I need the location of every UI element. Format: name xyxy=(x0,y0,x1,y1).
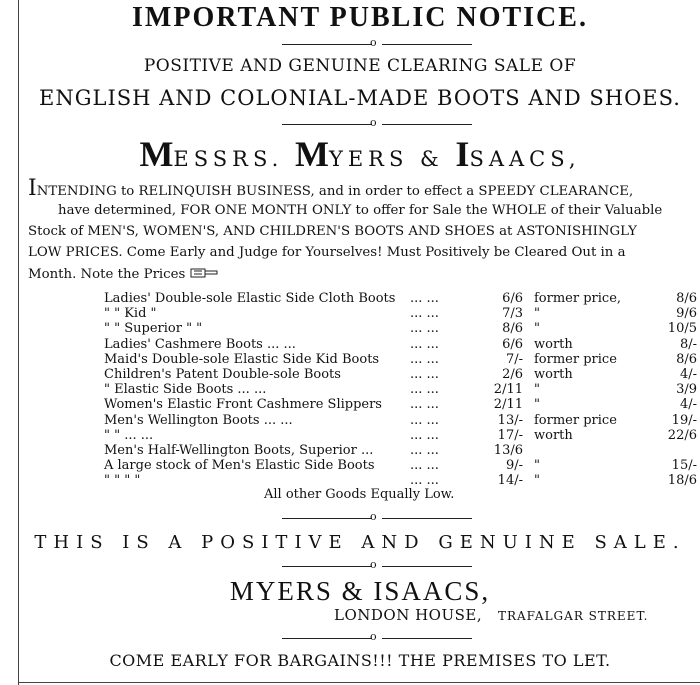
price-row xyxy=(104,352,700,368)
price-row xyxy=(104,382,700,398)
price-dots: ... ... xyxy=(410,321,439,337)
price-label: former price xyxy=(534,412,617,428)
price-label: worth xyxy=(534,427,573,443)
price-now: 6/6 xyxy=(502,336,523,352)
intro-line-5: Month. Note the Prices xyxy=(28,264,696,286)
separator: o xyxy=(282,118,472,130)
price-item: " " Kid " xyxy=(104,306,157,322)
price-former: 3/9 xyxy=(676,382,697,398)
price-former: 8/6 xyxy=(676,291,697,306)
separator: o xyxy=(282,560,472,572)
price-row xyxy=(104,413,700,429)
price-item: " " ... ... xyxy=(104,427,154,443)
separator: o xyxy=(282,38,472,50)
price-former: 9/6 xyxy=(676,306,697,322)
intro-line-4: LOW PRICES. Come Early and Judge for Yourselves! Must Positively be Cleared Out in a xyxy=(28,245,626,260)
price-label: worth xyxy=(534,336,573,352)
price-item: Children's Patent Double-sole Boots xyxy=(104,367,341,382)
price-former: 18/6 xyxy=(667,473,697,489)
price-former: 8/- xyxy=(679,336,697,352)
price-dots: ... ... xyxy=(410,367,439,382)
price-row xyxy=(104,321,700,337)
price-former: 22/6 xyxy=(667,427,697,443)
price-row xyxy=(104,397,700,413)
price-dots: ... ... xyxy=(410,336,439,352)
price-label: " xyxy=(534,321,540,337)
price-now: 7/- xyxy=(505,351,523,367)
separator: o xyxy=(282,632,472,644)
price-item: A large stock of Men's Elastic Side Boots xyxy=(104,458,375,474)
price-now: 2/6 xyxy=(502,367,523,382)
intro-line-2: have determined, FOR ONE MONTH ONLY to offer for Sale the WHOLE of their Valuable xyxy=(58,203,663,218)
price-dots: ... ... xyxy=(410,306,439,322)
price-item: " " " " xyxy=(104,473,141,489)
price-item: Ladies' Cashmere Boots ... ... xyxy=(104,336,296,352)
price-label: former price, xyxy=(534,291,622,306)
price-label: " xyxy=(534,382,540,398)
price-former: 4/- xyxy=(679,397,697,413)
price-now: 14/- xyxy=(497,473,523,489)
price-former: 19/- xyxy=(671,412,697,428)
firm-name: MYERS & ISAACS, xyxy=(229,576,491,606)
price-label: " xyxy=(534,473,540,489)
price-now: 6/6 xyxy=(502,291,523,306)
price-row xyxy=(104,306,700,322)
price-dots: ... ... xyxy=(410,427,439,443)
subtitle-clearing-sale: POSITIVE AND GENUINE CLEARING SALE OF xyxy=(143,56,577,76)
price-row xyxy=(104,291,700,307)
subtitle-boots-and-shoes: ENGLISH AND COLONIAL-MADE BOOTS AND SHOES. xyxy=(39,86,681,110)
price-now: 9/- xyxy=(505,458,523,474)
price-row xyxy=(104,367,700,383)
price-now: 7/3 xyxy=(502,306,523,322)
column-rule xyxy=(18,0,19,685)
price-item: Men's Wellington Boots ... ... xyxy=(104,412,293,428)
separator: o xyxy=(282,512,472,524)
price-dots: ... ... xyxy=(410,473,439,489)
price-dots: ... ... xyxy=(410,412,439,428)
price-item: " " Superior " " xyxy=(104,321,203,337)
price-dots: ... ... xyxy=(410,291,439,306)
price-now: 8/6 xyxy=(502,321,523,337)
price-row xyxy=(104,443,700,459)
price-now: 13/6 xyxy=(493,443,523,458)
price-item: Men's Half-Wellington Boots, Superior ... xyxy=(104,443,374,458)
intro-line-3: Stock of MEN'S, WOMEN'S, AND CHILDREN'S BOOTS AND SHOES at ASTONISHINGLY xyxy=(28,224,637,239)
price-former: 10/5 xyxy=(667,321,697,337)
price-former: 15/- xyxy=(671,458,697,474)
price-item: Maid's Double-sole Elastic Side Kid Boots xyxy=(104,351,380,367)
price-label: " xyxy=(534,306,540,322)
price-label: worth xyxy=(534,367,573,382)
firm-heading: MESSRS. MYERS & ISAACS, xyxy=(139,134,581,174)
price-dots: ... ... xyxy=(410,382,439,398)
price-row xyxy=(104,458,700,474)
price-dots: ... ... xyxy=(410,458,439,474)
price-now: 2/11 xyxy=(493,397,523,413)
price-former: 4/- xyxy=(679,367,697,382)
price-label: " xyxy=(534,397,540,413)
pointing-hand-icon xyxy=(190,267,218,279)
price-row xyxy=(104,337,700,353)
price-label: former price xyxy=(534,351,617,367)
price-dots: ... ... xyxy=(410,397,439,413)
all-other-goods: All other Goods Equally Low. xyxy=(264,487,455,502)
price-item: Women's Elastic Front Cashmere Slippers xyxy=(104,397,382,413)
bottom-line: COME EARLY FOR BARGAINS!!! THE PREMISES TO LET. xyxy=(109,651,611,670)
price-dots: ... ... xyxy=(410,443,439,458)
price-item: Ladies' Double-sole Elastic Side Cloth Boots xyxy=(104,291,396,306)
intro-line-1: INTENDING to RELINQUISH BUSINESS, and in order to effect a SPEEDY CLEARANCE, xyxy=(28,176,634,201)
price-now: 13/- xyxy=(497,412,523,428)
price-row xyxy=(104,428,700,444)
price-item: " Elastic Side Boots ... ... xyxy=(104,382,267,398)
price-now: 2/11 xyxy=(493,382,523,398)
price-now: 17/- xyxy=(497,427,523,443)
notice-title: IMPORTANT PUBLIC NOTICE. xyxy=(132,2,588,33)
price-former: 8/6 xyxy=(676,351,697,367)
address: LONDON HOUSE, TRAFALGAR STREET. xyxy=(334,606,649,624)
bottom-rule xyxy=(18,682,700,683)
positive-sale-line: THIS IS A POSITIVE AND GENUINE SALE. xyxy=(34,532,686,553)
price-label: " xyxy=(534,458,540,474)
price-dots: ... ... xyxy=(410,351,439,367)
